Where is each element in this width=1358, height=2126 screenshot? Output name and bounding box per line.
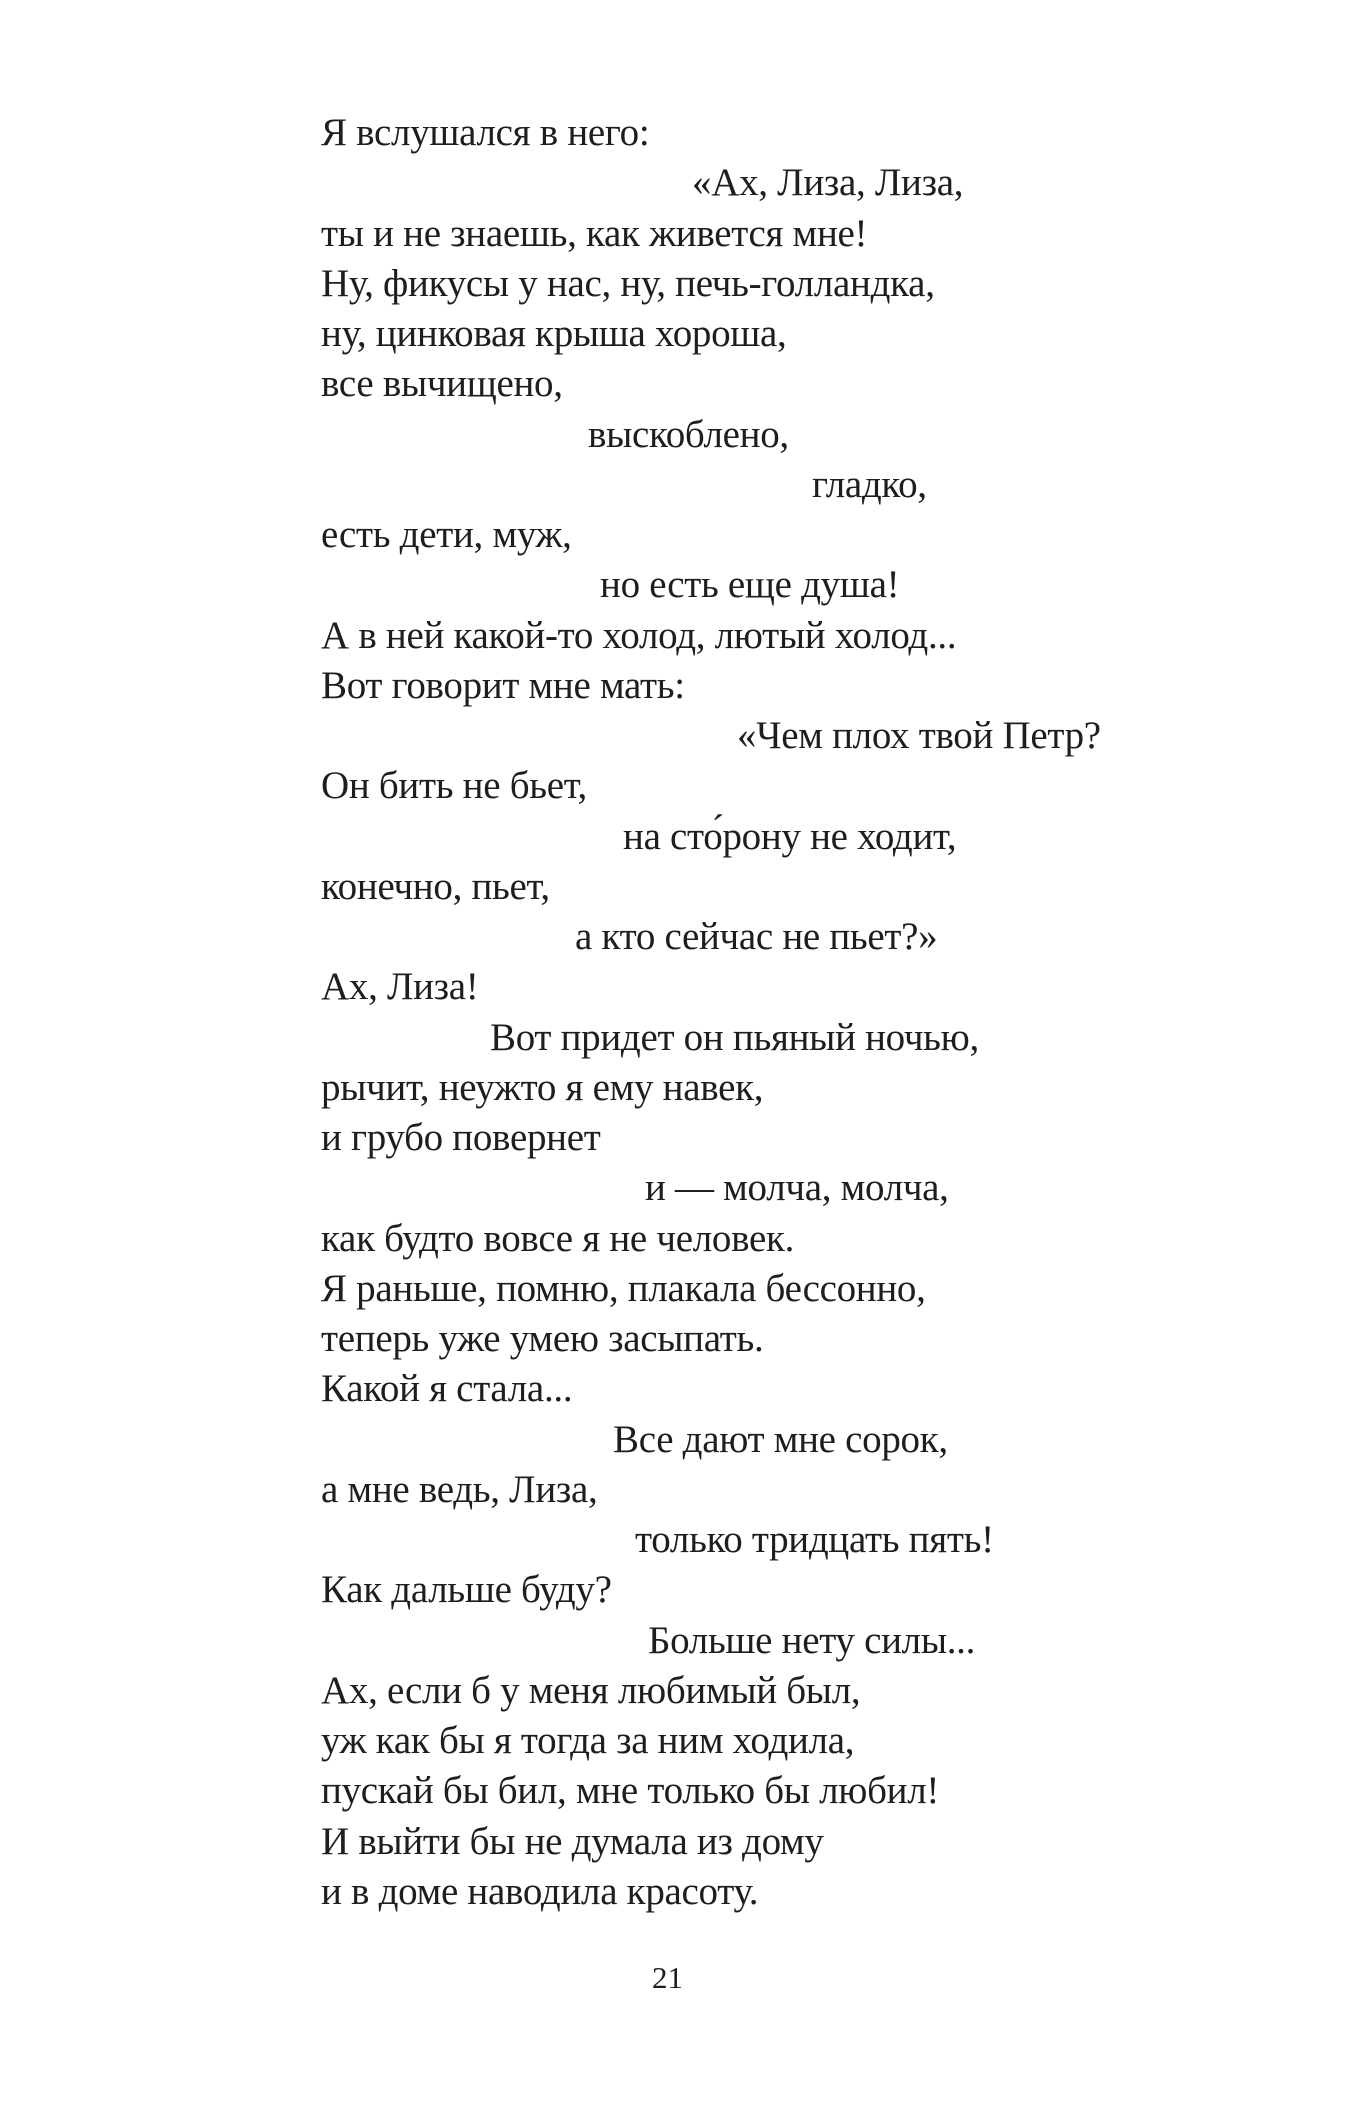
poem-line: а мне ведь, Лиза, (321, 1467, 598, 1511)
poem-line: «Чем плох твой Петр? (737, 714, 1101, 757)
poem-line: выскоблено, (588, 412, 789, 456)
page-number: 21 (652, 1960, 683, 1995)
poem-line: Вот придет он пьяный ночью, (490, 1015, 979, 1059)
poem-line: и — молча, молча, (645, 1166, 949, 1210)
poem-line: Я раньше, помню, плакала бессонно, (321, 1266, 926, 1310)
poem-line: Ну, фикусы у нас, ну, печь-голландка, (321, 261, 935, 305)
poem-line: ты и не знаешь, как живется мне! (321, 211, 868, 255)
poem-line: уж как бы я тогда за ним ходила, (321, 1719, 855, 1762)
poem-line: Какой я стала... (321, 1367, 573, 1411)
poem-line: Все дают мне сорок, (613, 1417, 948, 1461)
poem-line: конечно, пьет, (321, 864, 550, 908)
poem-line: А в ней какой-то холод, лютый холод... (321, 613, 957, 657)
poem-line: и в доме наводила красоту. (321, 1869, 759, 1913)
poem-line: Ах, если б у меня любимый был, (321, 1668, 861, 1712)
poem-line: Он бить не бьет, (321, 764, 588, 808)
poem-line: но есть еще душа! (600, 563, 900, 607)
poem-line: Как дальше буду? (321, 1568, 612, 1612)
poem-line: Я вслушался в него: (321, 111, 650, 154)
poem-line: все вычищено, (321, 362, 563, 406)
poem-line: Больше нету силы... (648, 1618, 976, 1662)
poem-line: Ах, Лиза! (321, 965, 479, 1009)
poem-line: теперь уже умею засыпать. (321, 1317, 764, 1360)
poem-line: только тридцать пять! (635, 1518, 994, 1561)
poem-line: а кто сейчас не пьет?» (575, 915, 938, 958)
poem-line: гладко, (812, 462, 927, 506)
poem-line: есть дети, муж, (321, 513, 572, 556)
poem-line: как будто вовсе я не человек. (321, 1216, 795, 1260)
poem-line: ну, цинковая крыша хороша, (321, 312, 787, 355)
poem-line: Вот говорит мне мать: (321, 663, 685, 707)
poem-line: и грубо повернет (321, 1116, 601, 1159)
poem-line: И выйти бы не думала из дому (321, 1819, 824, 1863)
poem-line: «Ах, Лиза, Лиза, (692, 161, 964, 205)
poem-text (0, 108, 1358, 1917)
poem-line: на сто́рону не ходит, (623, 814, 957, 858)
poem-line: пускай бы бил, мне только бы любил! (321, 1769, 940, 1813)
poem-line: рычит, неужто я ему навек, (321, 1065, 764, 1109)
